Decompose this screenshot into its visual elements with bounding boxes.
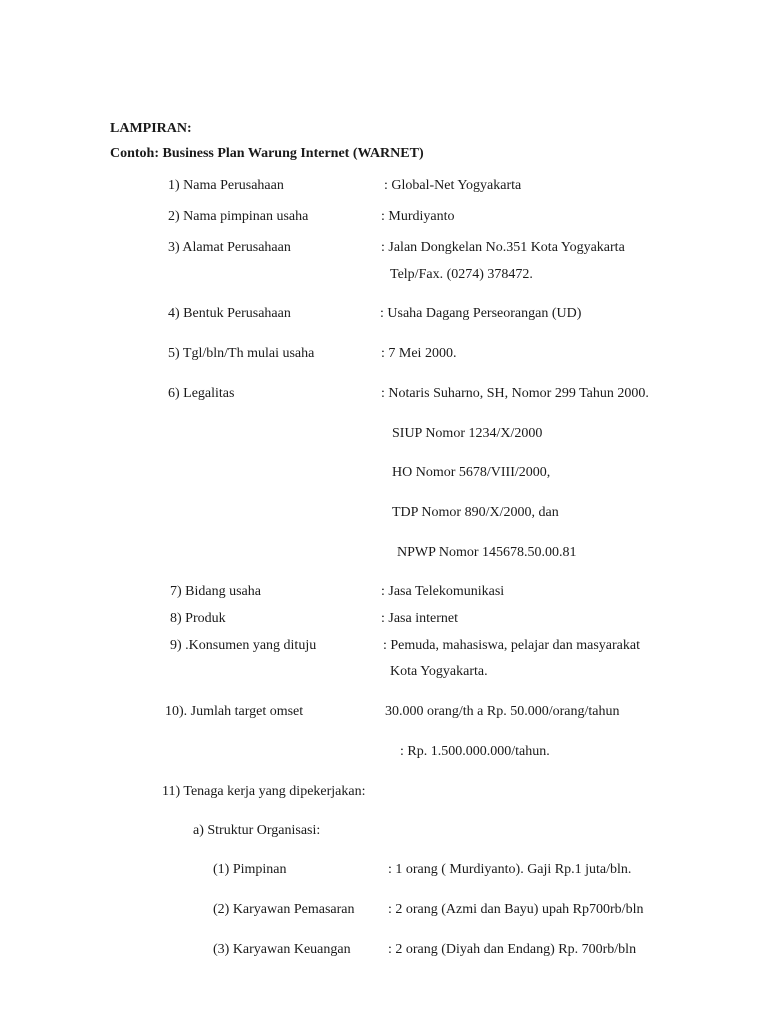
struktur-label-keuangan: (3) Karyawan Keuangan [213,942,351,957]
struktur-value-pimpinan: : 1 orang ( Murdiyanto). Gaji Rp.1 juta/bln. [388,862,632,877]
item-label-target-omset: 10). Jumlah target omset [165,704,304,719]
item-label-bidang: 7) Bidang usaha [170,584,261,599]
item-label-nama-pimpinan: 2) Nama pimpinan usaha [168,209,309,224]
item-value-nama-pimpinan: : Murdiyanto [381,209,455,224]
legalitas-tdp: TDP Nomor 890/X/2000, dan [392,505,559,520]
page-subtitle: Contoh: Business Plan Warung Internet (WARNET) [110,146,424,161]
legalitas-siup: SIUP Nomor 1234/X/2000 [392,426,543,441]
item-value-konsumen-kota: Kota Yogyakarta. [390,664,488,679]
item-value-produk: : Jasa internet [381,611,458,626]
item-label-tgl-mulai: 5) Tgl/bln/Th mulai usaha [168,346,315,361]
item-value-nama-perusahaan: : Global-Net Yogyakarta [384,178,522,193]
struktur-label-pemasaran: (2) Karyawan Pemasaran [213,902,355,917]
item-value-konsumen: : Pemuda, mahasiswa, pelajar dan masyarakat [383,638,640,653]
item-value-target-omset: 30.000 orang/th a Rp. 50.000/orang/tahun [385,704,620,719]
item-value-tgl-mulai: : 7 Mei 2000. [381,346,457,361]
struktur-value-pemasaran: : 2 orang (Azmi dan Bayu) upah Rp700rb/bln [388,902,644,917]
legalitas-npwp: NPWP Nomor 145678.50.00.81 [397,545,577,560]
item-value-bidang: : Jasa Telekomunikasi [381,584,505,599]
struktur-heading: a) Struktur Organisasi: [193,823,321,838]
struktur-value-keuangan: : 2 orang (Diyah dan Endang) Rp. 700rb/bln [388,942,637,957]
item-label-tenaga-kerja: 11) Tenaga kerja yang dipekerjakan: [162,784,366,799]
item-label-legalitas: 6) Legalitas [168,386,235,401]
item-value-target-omset-total: : Rp. 1.500.000.000/tahun. [400,744,550,759]
item-label-bentuk: 4) Bentuk Perusahaan [168,306,291,321]
item-value-alamat: : Jalan Dongkelan No.351 Kota Yogyakarta [381,240,625,255]
page-title: LAMPIRAN: [110,121,192,136]
struktur-label-pimpinan: (1) Pimpinan [213,862,287,877]
item-label-produk: 8) Produk [170,611,226,626]
item-label-konsumen: 9) .Konsumen yang dituju [170,638,317,653]
item-value-legalitas: : Notaris Suharno, SH, Nomor 299 Tahun 2000. [381,386,649,401]
item-value-bentuk: : Usaha Dagang Perseorangan (UD) [380,306,582,321]
item-label-nama-perusahaan: 1) Nama Perusahaan [168,178,284,193]
legalitas-ho: HO Nomor 5678/VIII/2000, [392,465,551,480]
item-label-alamat: 3) Alamat Perusahaan [168,240,291,255]
item-value-alamat-telp: Telp/Fax. (0274) 378472. [390,267,533,282]
